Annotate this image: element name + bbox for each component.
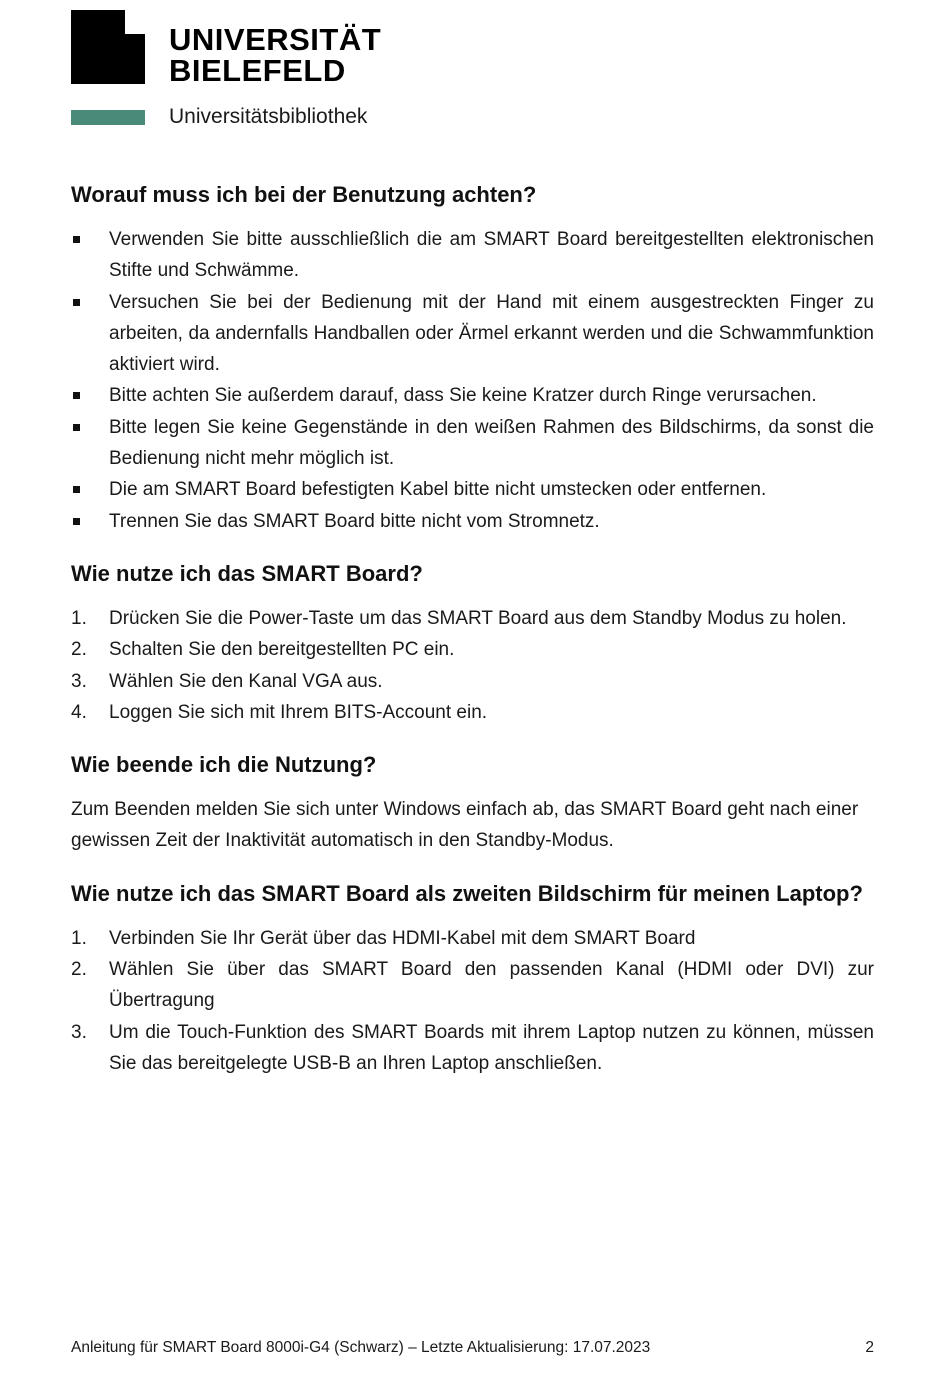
list-item: Bitte achten Sie außerdem darauf, dass Sie keine Kratzer durch Ringe verursachen. — [71, 380, 874, 411]
section-1-title: Worauf muss ich bei der Benutzung achten? — [71, 182, 537, 207]
logo-line-2: BIELEFELD — [169, 53, 346, 88]
page-footer — [71, 1337, 874, 1359]
list-item: Trennen Sie das SMART Board bitte nicht vom Stromnetz. — [71, 506, 874, 537]
bullet-icon — [73, 236, 80, 243]
bullet-icon — [73, 392, 80, 399]
bullet-icon — [73, 424, 80, 431]
logo-wordmark — [169, 24, 381, 86]
section-2-title: Wie nutze ich das SMART Board? — [71, 560, 423, 586]
section-4-title: Wie nutze ich das SMART Board als zweiten Bildschirm für meinen Laptop? — [71, 880, 863, 906]
bullet-icon — [73, 486, 80, 493]
list-item: Die am SMART Board befestigten Kabel bitte nicht umstecken oder entfernen. — [71, 474, 874, 505]
list-item: 1. Verbinden Sie Ihr Gerät über das HDMI-Kabel mit dem SMART Board — [71, 927, 696, 949]
list-item: 2. Wählen Sie über das SMART Board den passenden Kanal (HDMI oder DVI) zur Übertragung — [71, 959, 874, 1012]
list-item: 3. Wählen Sie den Kanal VGA aus. — [71, 670, 383, 692]
page-number: 2 — [865, 1339, 874, 1356]
usage-steps-list — [71, 603, 874, 728]
laptop-steps-list — [71, 923, 874, 1079]
list-item: 2. Schalten Sie den bereitgestellten PC ein. — [71, 639, 455, 661]
list-item: Bitte legen Sie keine Gegenstände in den weißen Rahmen des Bildschirms, da sonst die Bedienung nicht mehr möglich ist. — [71, 412, 874, 475]
usage-rules-list — [71, 224, 874, 537]
document-body — [71, 178, 874, 1079]
list-item: 3. Um die Touch-Funktion des SMART Boards mit ihrem Laptop nutzen zu können, müssen Sie das bereitgelegte USB-B an Ihren Laptop anschließen. — [71, 1021, 874, 1074]
section-3-title: Wie beende ich die Nutzung? — [71, 752, 377, 778]
list-item: Versuchen Sie bei der Bedienung mit der Hand mit einem ausgestreckten Finger zu arbeiten, da andernfalls Handballen oder Ärmel erkannt werden und die Schwammfunktion aktiviert wird. — [71, 287, 874, 381]
logo-mark-notch — [125, 10, 145, 34]
bullet-icon — [73, 299, 80, 306]
logo-line-1: UNIVERSITÄT — [169, 22, 382, 57]
list-item: 1. Drücken Sie die Power-Taste um das SMART Board aus dem Standby Modus zu holen. — [71, 607, 847, 629]
footer-text: Anleitung für SMART Board 8000i-G4 (Schwarz) – Letzte Aktualisierung: 17.07.2023 — [71, 1339, 651, 1356]
end-usage-paragraph: Zum Beenden melden Sie sich unter Windows einfach ab, das SMART Board geht nach einer gewissen Zeit der Inaktivität automatisch in den Standby-Modus. — [71, 799, 859, 852]
bullet-icon — [73, 518, 80, 525]
library-subtitle: Universitätsbibliothek — [169, 105, 368, 128]
logo-accent-bar — [71, 110, 145, 125]
list-item: 4. Loggen Sie sich mit Ihrem BITS-Account ein. — [71, 701, 488, 723]
list-item: Verwenden Sie bitte ausschließlich die am SMART Board bereitgestellten elektronischen Stifte und Schwämme. — [71, 224, 874, 287]
